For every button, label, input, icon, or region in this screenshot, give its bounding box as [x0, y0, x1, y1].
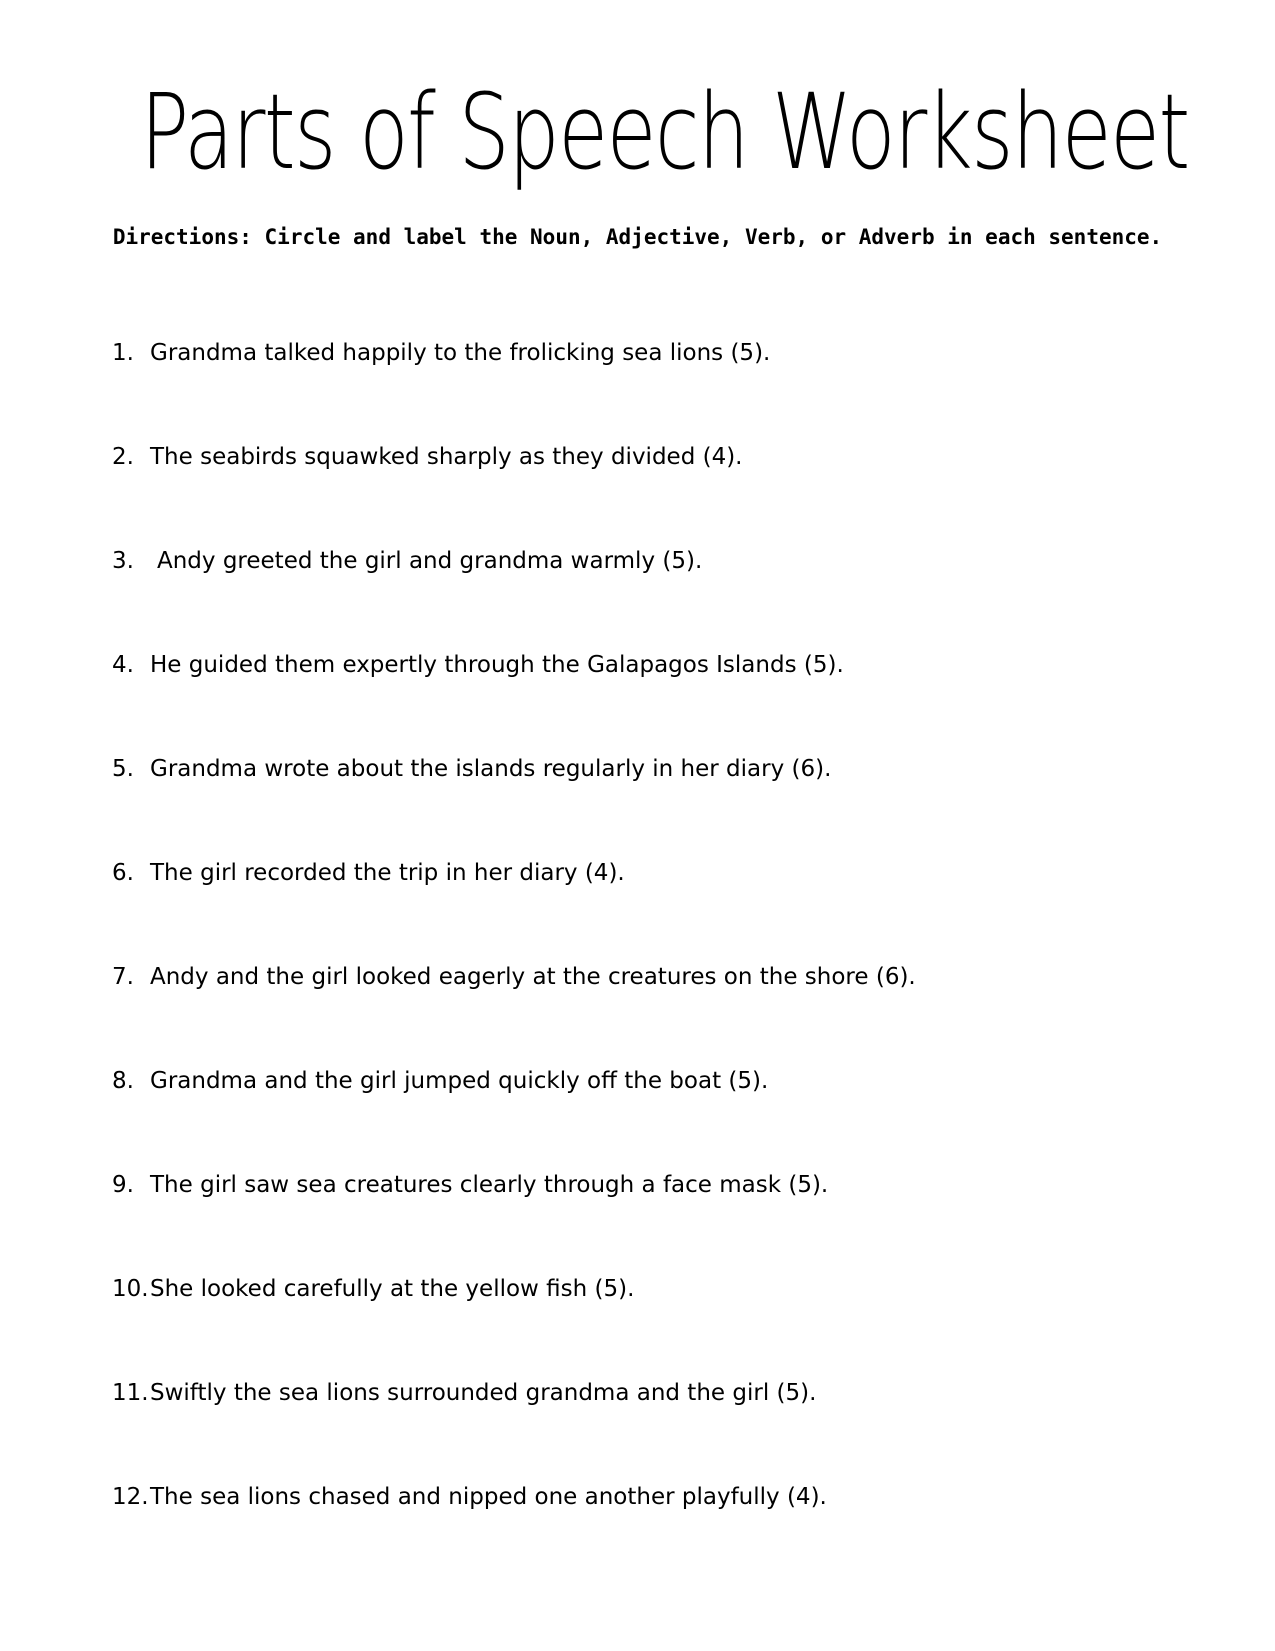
- question-item-11: [0, 1378, 1275, 1482]
- question-number: 4.: [112, 652, 134, 678]
- question-list: [0, 338, 1275, 1586]
- question-number: 11.: [112, 1380, 149, 1406]
- question-sentence: Andy greeted the girl and grandma warmly (5).: [157, 548, 703, 574]
- question-number: 9.: [112, 1172, 134, 1198]
- question-number: 12.: [112, 1484, 149, 1510]
- question-sentence: Grandma and the girl jumped quickly off the boat (5).: [150, 1068, 769, 1094]
- question-number: 1.: [112, 340, 134, 366]
- question-item-5: [0, 754, 1275, 858]
- question-sentence: Swiftly the sea lions surrounded grandma and the girl (5).: [150, 1380, 817, 1406]
- question-item-8: [0, 1066, 1275, 1170]
- question-item-1: [0, 338, 1275, 442]
- question-number: 2.: [112, 444, 134, 470]
- question-item-7: [0, 962, 1275, 1066]
- question-sentence: She looked carefully at the yellow fish (5).: [150, 1276, 635, 1302]
- question-number: 5.: [112, 756, 134, 782]
- question-sentence: Andy and the girl looked eagerly at the creatures on the shore (6).: [150, 964, 916, 990]
- question-number: 7.: [112, 964, 134, 990]
- question-number: 10.: [112, 1276, 149, 1302]
- question-sentence: The seabirds squawked sharply as they divided (4).: [150, 444, 743, 470]
- question-item-10: [0, 1274, 1275, 1378]
- question-number: 6.: [112, 860, 134, 886]
- question-item-2: [0, 442, 1275, 546]
- question-sentence: Grandma talked happily to the frolicking sea lions (5).: [150, 340, 771, 366]
- worksheet-title: Parts of Speech Worksheet: [140, 71, 1189, 193]
- question-item-6: [0, 858, 1275, 962]
- question-sentence: The girl recorded the trip in her diary (4).: [150, 860, 625, 886]
- question-sentence: The sea lions chased and nipped one another playfully (4).: [150, 1484, 827, 1510]
- question-item-9: [0, 1170, 1275, 1274]
- question-number: 8.: [112, 1068, 134, 1094]
- worksheet-directions: Directions: Circle and label the Noun, Adjective, Verb, or Adverb in each sentence.: [112, 225, 1163, 249]
- question-item-4: [0, 650, 1275, 754]
- question-item-12: [0, 1482, 1275, 1586]
- question-item-3: [0, 546, 1275, 650]
- question-sentence: Grandma wrote about the islands regularly in her diary (6).: [150, 756, 832, 782]
- question-sentence: He guided them expertly through the Galapagos Islands (5).: [150, 652, 844, 678]
- question-sentence: The girl saw sea creatures clearly through a face mask (5).: [150, 1172, 829, 1198]
- question-number: 3.: [112, 548, 134, 574]
